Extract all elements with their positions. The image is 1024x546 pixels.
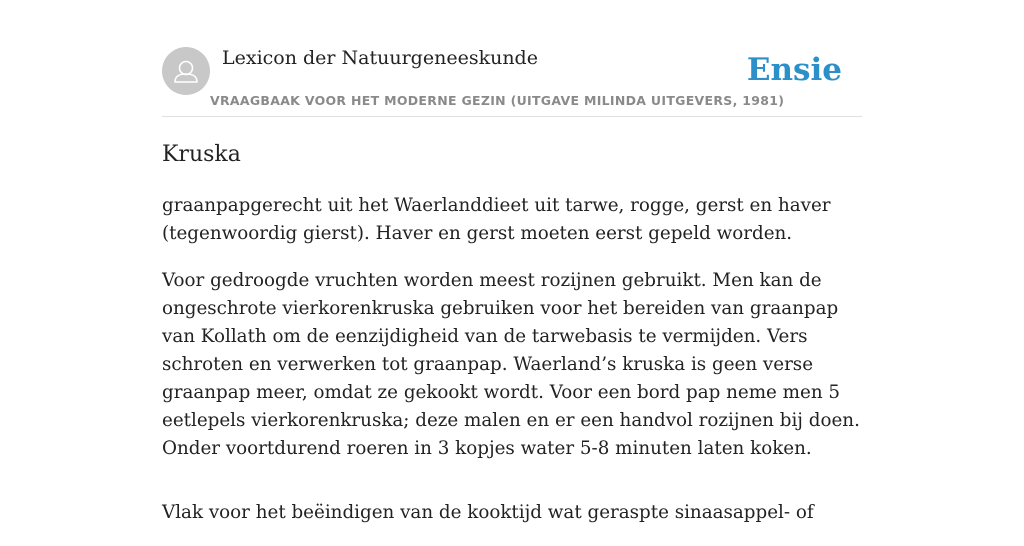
source-header — [162, 46, 862, 117]
user-silhouette-icon — [162, 47, 210, 95]
entry-paragraph: Voor gedroogde vruchten worden meest rozijnen gebruikt. Men kan de ongeschrote vierkorenkruska gebruiken voor het bereiden van graanpap van Kollath om de eenzijdigheid van de tarwebasis te vermijden. Vers schroten en verwerken tot graanpap. Waerland’s kruska is geen verse graanpap meer, omdat ze gekookt wordt. Voor een bord pap neme men 5 eetlepels vierkorenkruska; deze malen en er een handvol rozijnen bij doen. Onder voortdurend roeren in 3 kopjes water 5-8 minuten laten koken. — [162, 270, 860, 459]
entry-title: Kruska — [162, 142, 241, 167]
source-title-link[interactable]: Lexicon der Natuurgeneeskunde — [222, 47, 538, 69]
ensie-logo-link[interactable]: Ensie — [746, 52, 842, 88]
source-avatar[interactable] — [162, 47, 210, 95]
entry-paragraph: graanpapgerecht uit het Waerlanddieet uit tarwe, rogge, gerst en haver (tegenwoordig gierst). Haver en gerst moeten eerst gepeld worden. — [162, 195, 831, 244]
source-subtitle: VRAAGBAAK VOOR HET MODERNE GEZIN (UITGAVE MILINDA UITGEVERS, 1981) — [210, 93, 785, 108]
entry-body — [162, 192, 862, 546]
entry-paragraph: Vlak voor het beëindigen van de kooktijd wat geraspte sinaasappel- of — [162, 502, 814, 523]
